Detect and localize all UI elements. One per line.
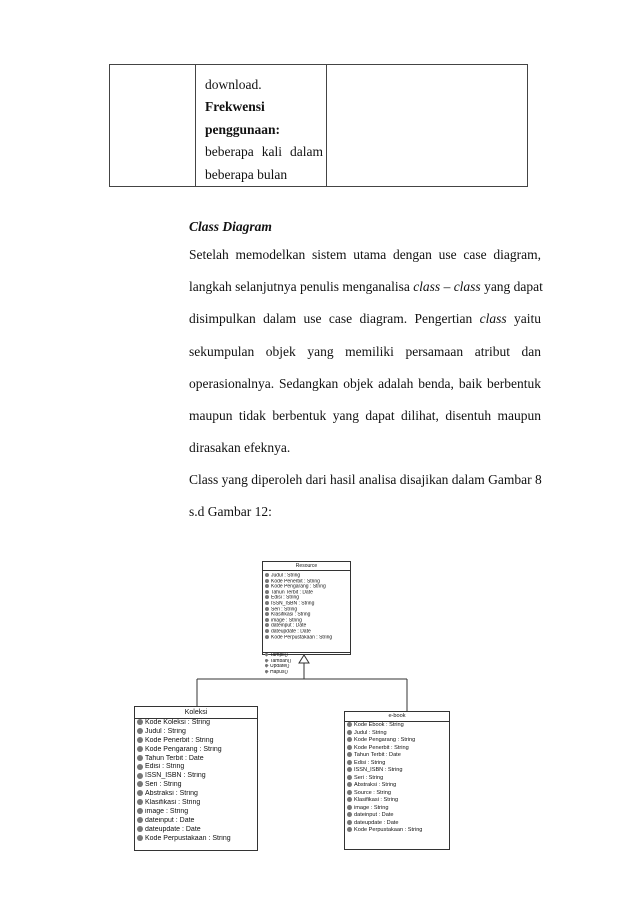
attribute-icon xyxy=(137,826,143,832)
attribute-label: Seri : String xyxy=(271,606,298,612)
attribute-label: Tahun Terbit : Date xyxy=(271,589,313,596)
class-attributes xyxy=(135,719,257,843)
attribute-label: Tahun Terbit : Date xyxy=(145,754,204,762)
attribute-label: Edisi : String xyxy=(271,595,300,601)
class-attribute xyxy=(347,767,449,775)
class-operation xyxy=(265,670,350,676)
attribute-label: dateupdate : Date xyxy=(145,825,201,833)
attribute-icon xyxy=(137,817,143,823)
class-attribute xyxy=(137,772,257,781)
class-name: e-book xyxy=(345,712,449,722)
operation-label: Tampil() xyxy=(270,653,288,658)
paragraph-line: sekumpulan objek yang memiliki persamaan atribut dan xyxy=(189,343,541,359)
attribute-icon xyxy=(347,812,352,817)
attribute-icon xyxy=(347,752,352,757)
attribute-icon xyxy=(137,737,143,743)
class-attribute xyxy=(137,728,257,737)
attribute-icon xyxy=(347,730,352,735)
attribute-icon xyxy=(137,773,143,779)
table-cell-text xyxy=(205,74,323,186)
class-attribute xyxy=(137,790,257,799)
table-line: beberapa kali dalam xyxy=(205,144,323,160)
paragraph-line: operasionalnya. Sedangkan objek adalah benda, baik berbentuk xyxy=(189,375,541,391)
attribute-label: Klasifikasi : String xyxy=(271,612,311,618)
attribute-label: image : String xyxy=(354,804,389,811)
attribute-icon xyxy=(265,607,269,611)
class-koleksi xyxy=(134,706,258,851)
table-line: beberapa bulan xyxy=(205,166,288,182)
attribute-icon xyxy=(347,827,352,832)
operation-label: Tambah() xyxy=(270,658,292,664)
attribute-label: Kode Perpustakaan : String xyxy=(354,827,423,833)
class-attributes xyxy=(345,722,449,835)
class-attribute xyxy=(347,737,449,745)
operation-label: Update() xyxy=(270,664,290,670)
attribute-label: Kode Penerbit : String xyxy=(354,744,409,751)
attribute-label: image : String xyxy=(145,807,189,815)
class-attribute xyxy=(347,760,449,768)
class-attribute xyxy=(347,775,449,783)
attribute-icon xyxy=(137,719,143,725)
attribute-icon xyxy=(137,728,143,734)
attribute-label: Kode Pengarang : String xyxy=(271,584,326,590)
class-attribute xyxy=(347,790,449,798)
paragraph-line: Setelah memodelkan sistem utama dengan use case diagram, xyxy=(189,247,541,262)
class-attribute xyxy=(137,719,257,728)
attribute-icon xyxy=(137,746,143,752)
operation-icon xyxy=(265,664,269,668)
attribute-label: Kode Ebook : String xyxy=(354,722,404,728)
class-attributes xyxy=(263,571,350,652)
attribute-icon xyxy=(265,573,269,577)
attribute-label: dateupdate : Date xyxy=(354,819,399,826)
class-name: Resource xyxy=(263,562,350,571)
class-attribute xyxy=(347,730,449,738)
paragraph-line: dirasakan efeknya. xyxy=(189,440,291,456)
class-attribute xyxy=(347,745,449,753)
attribute-icon xyxy=(265,579,269,583)
class-attribute xyxy=(137,835,257,844)
attribute-icon xyxy=(137,799,143,805)
attribute-label: Edisi : String xyxy=(145,763,185,771)
class-attribute xyxy=(347,797,449,805)
class-attribute xyxy=(265,635,350,641)
table-line: download. xyxy=(205,77,262,92)
paragraph-line: langkah selanjutnya penulis menganalisa class – class yang dapat xyxy=(189,279,543,295)
table-line: Frekwensi xyxy=(205,99,265,115)
paragraph-1 xyxy=(189,245,541,470)
attribute-icon xyxy=(137,835,143,841)
table-column-divider xyxy=(195,65,196,186)
attribute-label: Seri : String xyxy=(145,781,182,789)
class-attribute xyxy=(137,808,257,817)
attribute-icon xyxy=(347,760,352,765)
attribute-icon xyxy=(347,775,352,780)
attribute-icon xyxy=(265,623,269,627)
attribute-icon xyxy=(137,755,143,761)
attribute-icon xyxy=(265,612,269,616)
attribute-icon xyxy=(347,820,352,825)
attribute-icon xyxy=(347,745,352,750)
attribute-icon xyxy=(265,618,269,622)
attribute-label: dateinput : Date xyxy=(354,812,394,818)
attribute-label: ISSN_ISBN : String xyxy=(145,772,206,780)
attribute-label: Judul : String xyxy=(145,727,186,735)
attribute-icon xyxy=(347,782,352,787)
attribute-icon xyxy=(347,767,352,772)
attribute-icon xyxy=(347,797,352,802)
attribute-icon xyxy=(137,790,143,796)
section-heading: Class Diagram xyxy=(189,219,272,234)
attribute-label: Kode Penerbit : String xyxy=(271,578,320,584)
class-attribute xyxy=(137,763,257,772)
paragraph-line: disimpulkan dalam use case diagram. Pengertian class yaitu xyxy=(189,311,542,327)
paragraph-2 xyxy=(189,470,541,534)
attribute-label: Judul : String xyxy=(271,573,301,579)
class-attribute xyxy=(347,805,449,813)
attribute-label: Source : String xyxy=(354,789,391,796)
class-attribute xyxy=(347,752,449,760)
class-attribute xyxy=(347,722,449,730)
operation-icon xyxy=(265,659,269,663)
attribute-label: Kode Pengarang : String xyxy=(145,745,222,753)
attribute-label: image : String xyxy=(271,617,302,624)
attribute-icon xyxy=(265,584,269,588)
attribute-label: Tahun Terbit : Date xyxy=(354,752,401,758)
attribute-label: Seri : String xyxy=(354,774,384,781)
attribute-label: dateinput : Date xyxy=(145,816,195,824)
table-column-divider xyxy=(326,65,327,186)
attribute-label: Klasifikasi : String xyxy=(145,799,201,807)
attribute-label: Kode Penerbit : String xyxy=(145,736,214,744)
attribute-icon xyxy=(137,781,143,787)
attribute-label: Kode Koleksi : String xyxy=(145,719,210,726)
class-attribute xyxy=(137,755,257,764)
operation-icon xyxy=(265,653,269,657)
attribute-icon xyxy=(137,764,143,770)
class-attribute xyxy=(347,782,449,790)
operation-label: Hapus() xyxy=(270,669,288,675)
paragraph-line: maupun tidak berbentuk yang dapat dilihat, disentuh maupun xyxy=(189,407,541,423)
paragraph-line: s.d Gambar 12: xyxy=(189,504,272,520)
attribute-icon xyxy=(137,808,143,814)
attribute-label: Klasifikasi : String xyxy=(354,797,399,803)
attribute-label: Judul : String xyxy=(354,729,387,736)
attribute-icon xyxy=(347,805,352,810)
attribute-label: ISSN_ISBN : String xyxy=(354,767,403,773)
attribute-label: ISSN_ISBN : String xyxy=(271,600,315,607)
class-attribute xyxy=(347,820,449,828)
attribute-label: Abstraksi : String xyxy=(145,790,198,798)
attribute-label: Kode Perpustakaan : String xyxy=(145,834,231,842)
table-line: penggunaan: xyxy=(205,121,281,137)
attribute-icon xyxy=(265,590,269,594)
attribute-icon xyxy=(347,737,352,742)
class-attribute xyxy=(347,827,449,835)
attribute-label: Kode Perpustakaan : String xyxy=(271,634,333,640)
class-operations xyxy=(263,652,350,675)
class-attribute xyxy=(137,799,257,808)
class-attribute xyxy=(137,826,257,835)
operation-icon xyxy=(265,670,269,674)
class-attribute xyxy=(137,817,257,826)
class-attribute xyxy=(347,812,449,820)
attribute-label: dateinput : Date xyxy=(271,623,307,629)
class-attribute xyxy=(137,737,257,746)
attribute-icon xyxy=(347,790,352,795)
class-resource xyxy=(262,561,351,675)
attribute-label: Edisi : String xyxy=(354,759,386,766)
attribute-icon xyxy=(347,722,352,727)
attribute-icon xyxy=(265,601,269,605)
class-name: Koleksi xyxy=(135,707,257,719)
attribute-label: Kode Pengarang : String xyxy=(354,737,416,743)
class-ebook xyxy=(344,711,450,850)
attribute-icon xyxy=(265,629,269,633)
class-attribute xyxy=(137,746,257,755)
attribute-icon xyxy=(265,595,269,599)
attribute-label: dateupdate : Date xyxy=(271,628,311,635)
attribute-icon xyxy=(265,635,269,639)
attribute-label: Abstraksi : String xyxy=(354,782,397,788)
class-attribute xyxy=(137,781,257,790)
paragraph-line: Class yang diperoleh dari hasil analisa disajikan dalam Gambar 8 xyxy=(189,472,542,487)
